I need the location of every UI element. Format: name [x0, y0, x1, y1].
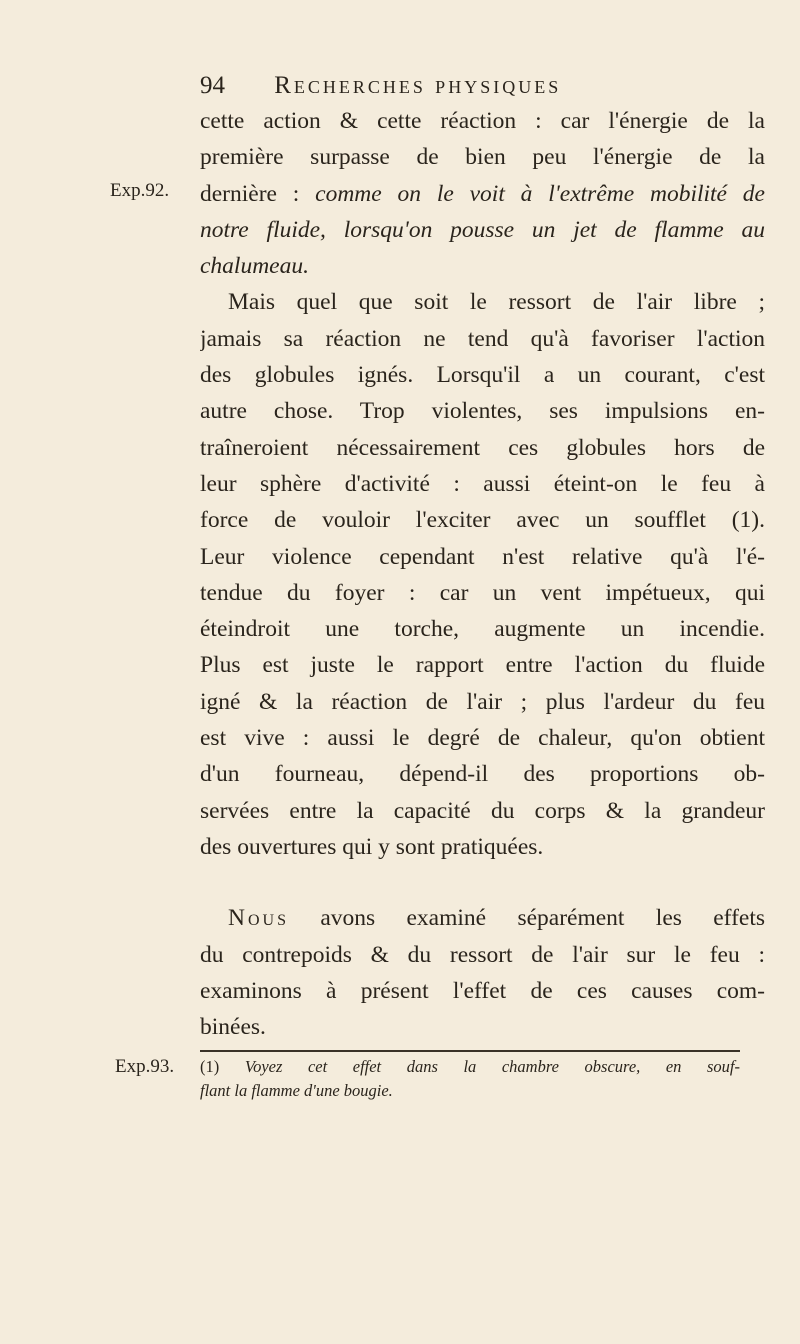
text-line [200, 973, 765, 1009]
line-text: d'un fourneau, dépend-il des proportions ob- [200, 761, 765, 788]
line-text: igné & la réaction de l'air ; plus l'ardeur du feu [200, 688, 765, 715]
text-line [200, 502, 765, 538]
line-text: première surpasse de bien peu l'énergie de la [200, 144, 765, 171]
main-text [200, 103, 765, 1045]
text-line [200, 829, 765, 865]
line-text: Mais quel que soit le ressort de l'air libre ; [228, 289, 765, 316]
paragraph [200, 103, 765, 284]
line-text: jamais sa réaction ne tend qu'à favoriser l'action [200, 325, 765, 352]
text-line [200, 937, 765, 973]
line-text: éteindroit une torche, augmente un incendie. [200, 616, 765, 643]
line-text: Leur violence cependant n'est relative qu'à l'é- [200, 543, 765, 570]
text-line [200, 575, 765, 611]
text-line [200, 248, 765, 284]
paragraph [200, 284, 765, 865]
line-text: des ouvertures qui y sont pratiquées. [200, 833, 544, 860]
text-line [200, 284, 765, 320]
text-line [200, 1009, 765, 1045]
text-line [200, 1079, 740, 1103]
line-text: des globules ignés. Lorsqu'il a un courant, c'est [200, 362, 765, 389]
paragraph [200, 900, 765, 1045]
paragraph-gap [200, 865, 765, 900]
line-text: tendue du foyer : car un vent impétueux, qui [200, 579, 765, 606]
text-line [200, 756, 765, 792]
line-text: autre chose. Trop violentes, ses impulsions en- [200, 398, 765, 425]
footnote-rule [200, 1050, 740, 1052]
line-text: examinons à présent l'effet de ces causes com- [200, 977, 765, 1004]
line-text: force de vouloir l'exciter avec un soufflet (1). [200, 507, 765, 534]
italic-text: Voyez cet effet dans la chambre obscure, en souf- [244, 1057, 740, 1076]
text-line [200, 466, 765, 502]
text-line [200, 176, 765, 212]
text-line [200, 720, 765, 756]
margin-note-exp92: Exp.92. [110, 180, 170, 201]
margin-note-exp93: Exp.93. [115, 1056, 175, 1077]
text-line [200, 393, 765, 429]
line-text: dernière : [200, 180, 316, 207]
text-line [200, 684, 765, 720]
line-text: traîneroient nécessairement ces globules hors de [200, 434, 765, 461]
text-line [200, 1055, 740, 1079]
italic-text: comme on le voit à l'extrême mobilité de [315, 180, 765, 207]
line-text: servées entre la capacité du corps & la grandeur [200, 797, 765, 824]
running-title: Recherches physiques [274, 72, 562, 99]
text-line [200, 212, 765, 248]
italic-text: flant la flamme d'une bougie. [200, 1081, 393, 1100]
text-line [200, 900, 765, 936]
text-line [200, 103, 765, 139]
text-line [200, 321, 765, 357]
line-text: du contrepoids & du ressort de l'air sur le feu : [200, 941, 765, 968]
page-number: 94 [200, 72, 225, 99]
line-text: avons examiné séparément les effets [288, 905, 765, 932]
running-header [200, 72, 790, 100]
small-caps-word: Nous [228, 905, 289, 932]
line-text: est vive : aussi le degré de chaleur, qu'on obtient [200, 725, 765, 752]
text-line [200, 139, 765, 175]
text-line [200, 539, 765, 575]
footnote [200, 1055, 740, 1103]
line-text: binées. [200, 1014, 266, 1041]
line-text: Plus est juste le rapport entre l'action du fluide [200, 652, 765, 679]
line-text: (1) [200, 1057, 245, 1076]
text-line [200, 430, 765, 466]
text-line [200, 357, 765, 393]
italic-text: notre fluide, lorsqu'on pousse un jet de flamme au [200, 216, 765, 243]
italic-text: chalumeau. [200, 253, 309, 280]
line-text: cette action & cette réaction : car l'énergie de la [200, 108, 765, 134]
text-line [200, 793, 765, 829]
text-line [200, 647, 765, 683]
line-text: leur sphère d'activité : aussi éteint-on le feu à [200, 470, 765, 497]
text-line [200, 611, 765, 647]
